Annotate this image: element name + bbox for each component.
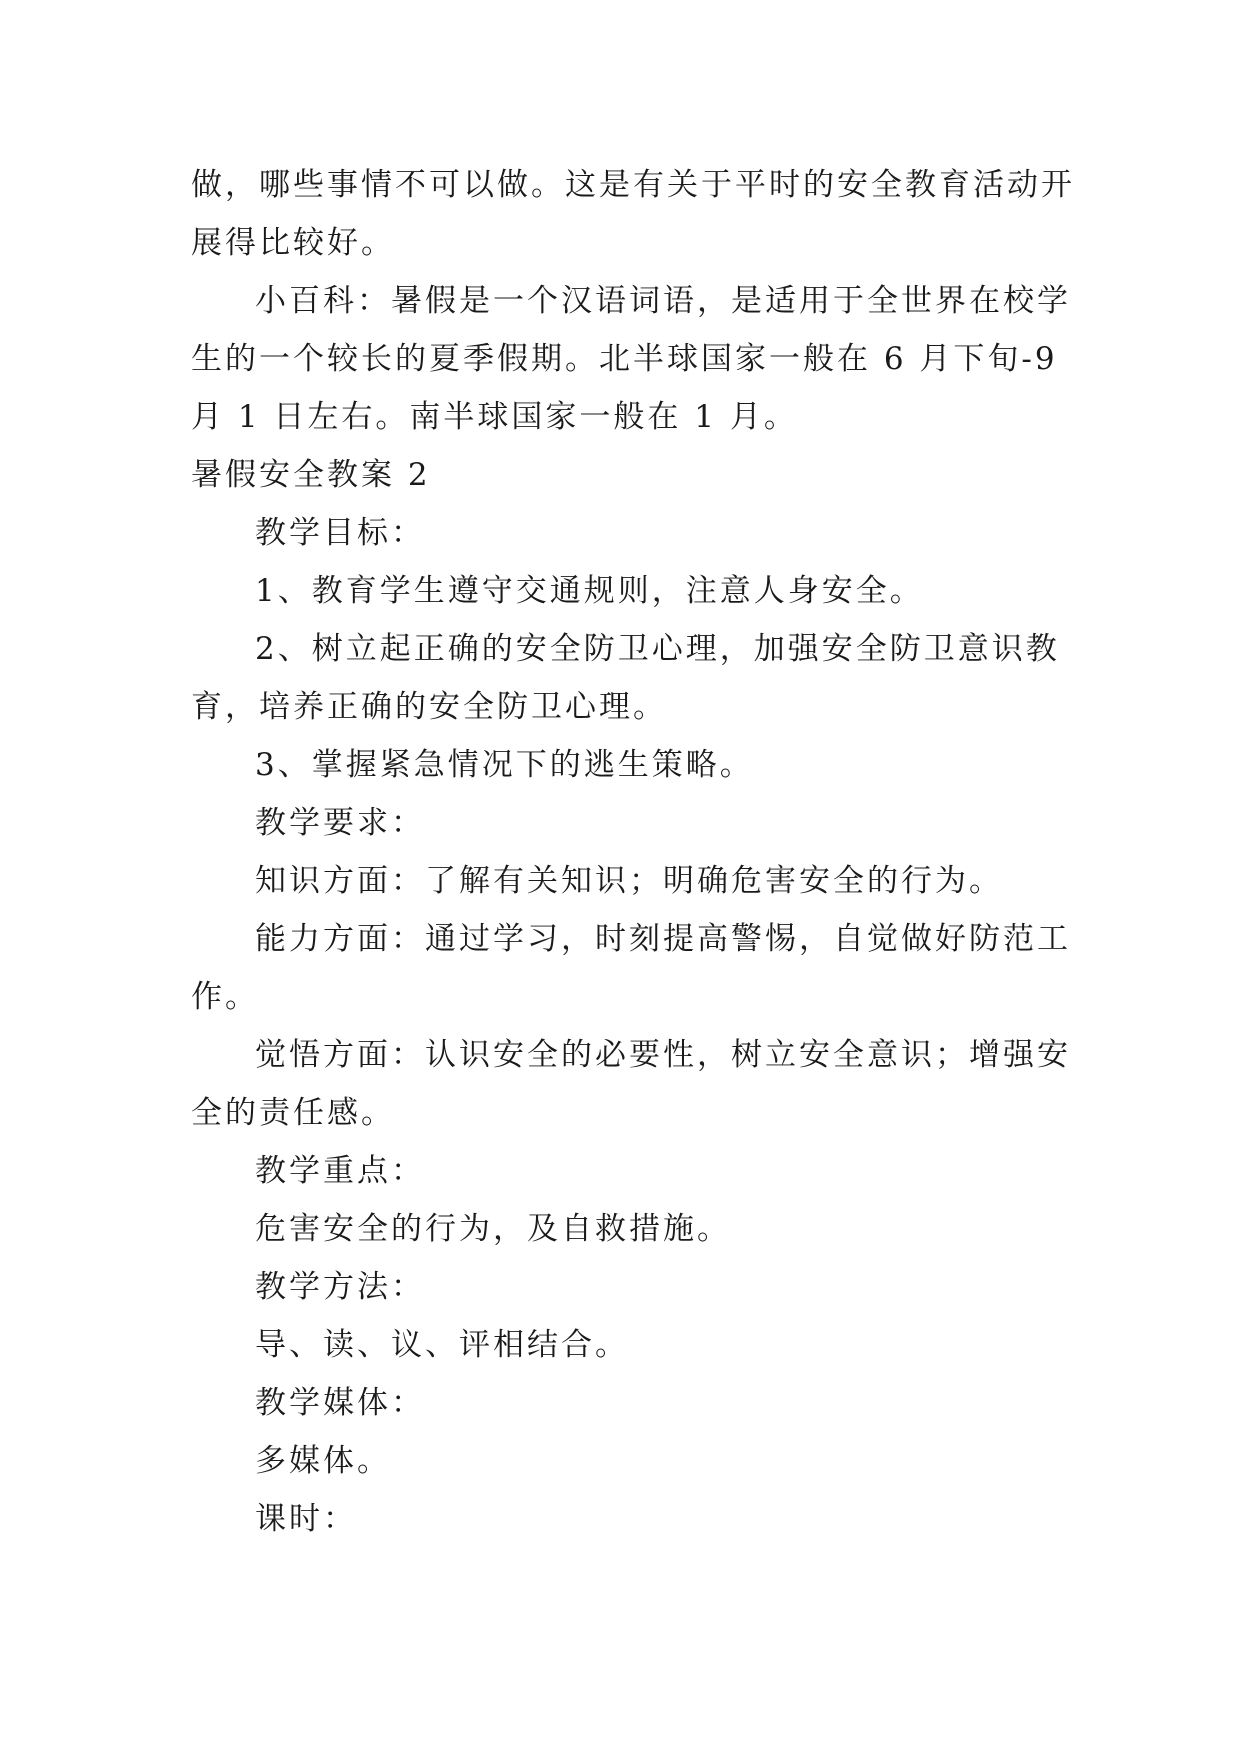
text-line: 导、读、议、评相结合。	[255, 1327, 629, 1363]
text-line: 课时：	[255, 1501, 357, 1537]
text-line: 教学重点：	[255, 1153, 425, 1189]
text-line: 教学要求：	[255, 805, 425, 841]
text-line: 生的一个较长的夏季假期。北半球国家一般在 6 月下旬-9	[191, 341, 1058, 377]
text-line: 展得比较好。	[191, 225, 395, 261]
section-title: 暑假安全教案 2	[191, 457, 431, 493]
paragraph-goal-1	[191, 562, 1051, 620]
text-line: 知识方面：了解有关知识；明确危害安全的行为。	[255, 863, 1003, 899]
text-line: 育，培养正确的安全防卫心理。	[191, 689, 667, 725]
text-line: 作。	[191, 979, 259, 1015]
paragraph-key-points-label	[191, 1142, 1051, 1200]
paragraph-goal-3	[191, 736, 1051, 794]
text-line: 1、教育学生遵守交通规则，注意人身安全。	[255, 573, 924, 609]
document-body	[191, 156, 1075, 1548]
paragraph-methods-label	[191, 1258, 1051, 1316]
paragraph-knowledge	[191, 852, 1051, 910]
text-line: 能力方面：通过学习，时刻提高警惕，自觉做好防范工	[255, 921, 1071, 957]
text-line: 做，哪些事情不可以做。这是有关于平时的安全教育活动开	[191, 167, 1075, 203]
paragraph-key-points	[191, 1200, 1051, 1258]
paragraph-media-label	[191, 1374, 1051, 1432]
paragraph-teaching-goals-label	[191, 504, 1051, 562]
text-line: 危害安全的行为，及自救措施。	[255, 1211, 731, 1247]
section-heading	[191, 446, 1051, 504]
text-line: 教学媒体：	[255, 1385, 425, 1421]
text-line: 多媒体。	[255, 1443, 391, 1479]
text-line: 觉悟方面：认识安全的必要性，树立安全意识；增强安	[255, 1037, 1071, 1073]
paragraph-encyclopedia	[191, 272, 1071, 446]
text-line: 3、掌握紧急情况下的逃生策略。	[255, 747, 754, 783]
paragraph-class-hours-label	[191, 1490, 1051, 1548]
text-line: 教学方法：	[255, 1269, 425, 1305]
text-line: 月 1 日左右。南半球国家一般在 1 月。	[191, 399, 798, 435]
text-line: 教学目标：	[255, 515, 425, 551]
text-line: 小百科：暑假是一个汉语词语，是适用于全世界在校学	[255, 283, 1071, 319]
text-line: 全的责任感。	[191, 1095, 395, 1131]
paragraph-awareness	[191, 1026, 1071, 1142]
paragraph-methods	[191, 1316, 1051, 1374]
paragraph-ability	[191, 910, 1071, 1026]
text-line: 2、树立起正确的安全防卫心理，加强安全防卫意识教	[255, 631, 1060, 667]
paragraph-goal-2	[191, 620, 1060, 736]
paragraph-requirements-label	[191, 794, 1051, 852]
paragraph-media	[191, 1432, 1051, 1490]
paragraph-safety-activity	[191, 156, 1075, 272]
